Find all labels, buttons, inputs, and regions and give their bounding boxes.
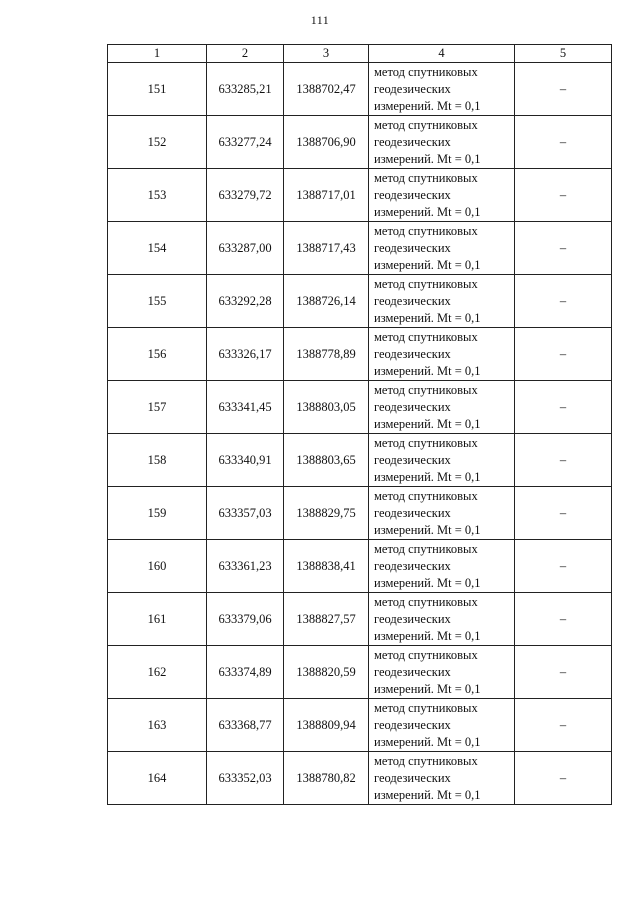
- table-row: [108, 699, 612, 752]
- point-number-cell: 153: [108, 169, 207, 222]
- x-coordinate-cell: 633352,03: [207, 752, 284, 805]
- x-coordinate-cell: 633379,06: [207, 593, 284, 646]
- note-cell: –: [515, 381, 612, 434]
- method-cell: метод спутниковых геодезических измерений. Mt = 0,1: [369, 540, 515, 593]
- point-number-cell: 155: [108, 275, 207, 328]
- y-coordinate-cell: 1388726,14: [284, 275, 369, 328]
- table-row: [108, 752, 612, 805]
- table-row: [108, 169, 612, 222]
- method-cell: метод спутниковых геодезических измерений. Mt = 0,1: [369, 169, 515, 222]
- point-number-cell: 160: [108, 540, 207, 593]
- table-header-row: [108, 45, 612, 63]
- note-cell: –: [515, 540, 612, 593]
- table-row: [108, 434, 612, 487]
- page-number: 111: [310, 13, 330, 27]
- x-coordinate-cell: 633361,23: [207, 540, 284, 593]
- table-row: [108, 275, 612, 328]
- method-cell: метод спутниковых геодезических измерений. Mt = 0,1: [369, 699, 515, 752]
- y-coordinate-cell: 1388838,41: [284, 540, 369, 593]
- point-number-cell: 156: [108, 328, 207, 381]
- method-cell: метод спутниковых геодезических измерений. Mt = 0,1: [369, 487, 515, 540]
- point-number-cell: 159: [108, 487, 207, 540]
- y-coordinate-cell: 1388829,75: [284, 487, 369, 540]
- note-cell: –: [515, 434, 612, 487]
- y-coordinate-cell: 1388809,94: [284, 699, 369, 752]
- x-coordinate-cell: 633277,24: [207, 116, 284, 169]
- point-number-cell: 161: [108, 593, 207, 646]
- point-number-cell: 152: [108, 116, 207, 169]
- y-coordinate-cell: 1388803,05: [284, 381, 369, 434]
- x-coordinate-cell: 633341,45: [207, 381, 284, 434]
- y-coordinate-cell: 1388827,57: [284, 593, 369, 646]
- x-coordinate-cell: 633368,77: [207, 699, 284, 752]
- y-coordinate-cell: 1388717,01: [284, 169, 369, 222]
- header-col-5: 5: [515, 45, 612, 63]
- y-coordinate-cell: 1388706,90: [284, 116, 369, 169]
- x-coordinate-cell: 633292,28: [207, 275, 284, 328]
- method-cell: метод спутниковых геодезических измерений. Mt = 0,1: [369, 116, 515, 169]
- table-row: [108, 593, 612, 646]
- note-cell: –: [515, 222, 612, 275]
- point-number-cell: 157: [108, 381, 207, 434]
- y-coordinate-cell: 1388820,59: [284, 646, 369, 699]
- point-number-cell: 164: [108, 752, 207, 805]
- x-coordinate-cell: 633285,21: [207, 63, 284, 116]
- y-coordinate-cell: 1388778,89: [284, 328, 369, 381]
- method-cell: метод спутниковых геодезических измерений. Mt = 0,1: [369, 63, 515, 116]
- method-cell: метод спутниковых геодезических измерений. Mt = 0,1: [369, 381, 515, 434]
- x-coordinate-cell: 633357,03: [207, 487, 284, 540]
- point-number-cell: 158: [108, 434, 207, 487]
- method-cell: метод спутниковых геодезических измерений. Mt = 0,1: [369, 434, 515, 487]
- y-coordinate-cell: 1388803,65: [284, 434, 369, 487]
- note-cell: –: [515, 699, 612, 752]
- table-row: [108, 63, 612, 116]
- point-number-cell: 154: [108, 222, 207, 275]
- point-number-cell: 151: [108, 63, 207, 116]
- x-coordinate-cell: 633340,91: [207, 434, 284, 487]
- table-row: [108, 222, 612, 275]
- note-cell: –: [515, 275, 612, 328]
- header-col-3: 3: [284, 45, 369, 63]
- note-cell: –: [515, 328, 612, 381]
- note-cell: –: [515, 593, 612, 646]
- note-cell: –: [515, 169, 612, 222]
- table-row: [108, 487, 612, 540]
- note-cell: –: [515, 116, 612, 169]
- note-cell: –: [515, 63, 612, 116]
- coordinates-table: [107, 44, 612, 805]
- note-cell: –: [515, 487, 612, 540]
- table-row: [108, 540, 612, 593]
- method-cell: метод спутниковых геодезических измерений. Mt = 0,1: [369, 646, 515, 699]
- method-cell: метод спутниковых геодезических измерений. Mt = 0,1: [369, 593, 515, 646]
- x-coordinate-cell: 633287,00: [207, 222, 284, 275]
- table-row: [108, 116, 612, 169]
- x-coordinate-cell: 633279,72: [207, 169, 284, 222]
- point-number-cell: 163: [108, 699, 207, 752]
- table-row: [108, 381, 612, 434]
- note-cell: –: [515, 646, 612, 699]
- note-cell: –: [515, 752, 612, 805]
- table-row: [108, 328, 612, 381]
- header-col-4: 4: [369, 45, 515, 63]
- y-coordinate-cell: 1388780,82: [284, 752, 369, 805]
- point-number-cell: 162: [108, 646, 207, 699]
- header-col-1: 1: [108, 45, 207, 63]
- y-coordinate-cell: 1388702,47: [284, 63, 369, 116]
- method-cell: метод спутниковых геодезических измерений. Mt = 0,1: [369, 752, 515, 805]
- method-cell: метод спутниковых геодезических измерений. Mt = 0,1: [369, 275, 515, 328]
- x-coordinate-cell: 633374,89: [207, 646, 284, 699]
- y-coordinate-cell: 1388717,43: [284, 222, 369, 275]
- method-cell: метод спутниковых геодезических измерений. Mt = 0,1: [369, 222, 515, 275]
- method-cell: метод спутниковых геодезических измерений. Mt = 0,1: [369, 328, 515, 381]
- x-coordinate-cell: 633326,17: [207, 328, 284, 381]
- header-col-2: 2: [207, 45, 284, 63]
- table-row: [108, 646, 612, 699]
